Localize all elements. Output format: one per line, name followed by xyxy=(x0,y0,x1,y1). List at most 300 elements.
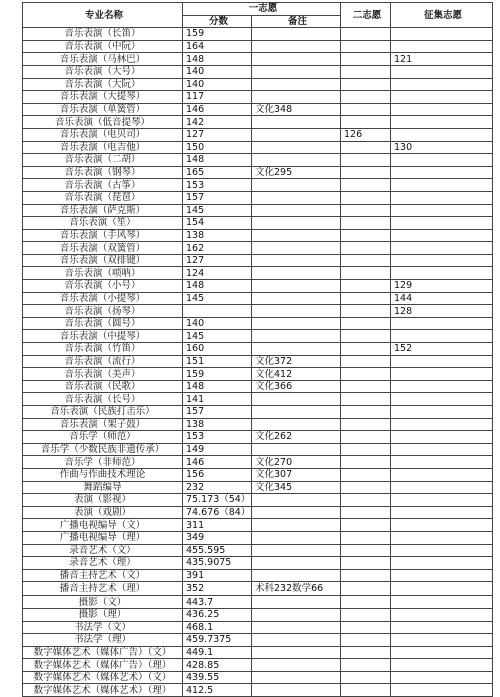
score-cell: 435.9075 xyxy=(183,557,252,570)
second-choice-cell xyxy=(341,634,391,647)
major-cell: 音乐表演（马林巴） xyxy=(23,53,183,66)
score-cell: 141 xyxy=(183,393,252,406)
table-row xyxy=(23,91,493,104)
second-choice-cell xyxy=(341,166,391,179)
score-cell: 117 xyxy=(183,91,252,104)
collect-choice-cell xyxy=(391,582,493,596)
score-cell: 412.5 xyxy=(183,684,252,697)
note-cell xyxy=(252,330,341,343)
major-cell: 表演（戏剧） xyxy=(23,506,183,519)
major-cell: 数字媒体艺术（媒体艺术）（文） xyxy=(23,671,183,684)
major-cell: 音乐学（师范） xyxy=(23,431,183,444)
collect-choice-cell xyxy=(391,431,493,444)
table-row xyxy=(23,431,493,444)
table-row xyxy=(23,582,493,596)
note-cell xyxy=(252,634,341,647)
second-choice-cell xyxy=(341,519,391,532)
table-row xyxy=(23,242,493,255)
major-cell: 录音艺术（文） xyxy=(23,544,183,557)
table-row xyxy=(23,179,493,192)
score-cell: 154 xyxy=(183,217,252,230)
note-cell xyxy=(252,557,341,570)
score-cell: 164 xyxy=(183,40,252,53)
major-cell: 数字媒体艺术（媒体广告）（文） xyxy=(23,646,183,659)
major-cell: 音乐表演（流行） xyxy=(23,355,183,368)
second-choice-cell xyxy=(341,141,391,154)
collect-choice-cell: 130 xyxy=(391,141,493,154)
score-cell: 149 xyxy=(183,443,252,456)
score-cell: 140 xyxy=(183,65,252,78)
second-choice-cell xyxy=(341,406,391,419)
major-cell: 音乐表演（二胡） xyxy=(23,154,183,167)
second-choice-cell xyxy=(341,418,391,431)
major-cell: 播音主持艺术（理） xyxy=(23,582,183,596)
score-cell: 148 xyxy=(183,380,252,393)
second-choice-cell xyxy=(341,393,391,406)
major-cell: 音乐表演（小号） xyxy=(23,280,183,293)
note-cell xyxy=(252,254,341,267)
major-cell: 数字媒体艺术（媒体艺术）（理） xyxy=(23,684,183,697)
header-collect-choice: 征集志愿 xyxy=(391,3,493,28)
major-cell: 音乐表演（萨克斯） xyxy=(23,204,183,217)
score-cell: 148 xyxy=(183,154,252,167)
major-cell: 音乐表演（单簧管） xyxy=(23,103,183,116)
note-cell xyxy=(252,646,341,659)
score-cell: 153 xyxy=(183,179,252,192)
second-choice-cell xyxy=(341,557,391,570)
major-cell: 音乐表演（小提琴） xyxy=(23,292,183,305)
table-row xyxy=(23,141,493,154)
table-row xyxy=(23,418,493,431)
collect-choice-cell xyxy=(391,40,493,53)
table-row xyxy=(23,406,493,419)
collect-choice-cell xyxy=(391,179,493,192)
note-cell xyxy=(252,531,341,544)
score-cell: 165 xyxy=(183,166,252,179)
major-cell: 音乐表演（古筝） xyxy=(23,179,183,192)
table-row xyxy=(23,569,493,582)
table-row xyxy=(23,280,493,293)
header-note: 备注 xyxy=(252,15,341,28)
score-cell: 436.25 xyxy=(183,608,252,621)
score-cell: 311 xyxy=(183,519,252,532)
major-cell: 摄影（理） xyxy=(23,608,183,621)
table-row xyxy=(23,254,493,267)
score-cell: 455.595 xyxy=(183,544,252,557)
score-cell: 146 xyxy=(183,103,252,116)
major-cell: 音乐表演（电贝司） xyxy=(23,128,183,141)
note-cell xyxy=(252,506,341,519)
table-row xyxy=(23,166,493,179)
collect-choice-cell: 152 xyxy=(391,343,493,356)
major-cell: 音乐表演（竹笛） xyxy=(23,343,183,356)
collect-choice-cell: 121 xyxy=(391,53,493,66)
score-cell: 157 xyxy=(183,406,252,419)
major-cell: 音乐表演（大号） xyxy=(23,65,183,78)
table-row xyxy=(23,380,493,393)
collect-choice-cell xyxy=(391,569,493,582)
table-row xyxy=(23,330,493,343)
collect-choice-cell xyxy=(391,531,493,544)
table-row xyxy=(23,684,493,697)
collect-choice-cell xyxy=(391,103,493,116)
note-cell xyxy=(252,671,341,684)
table-row xyxy=(23,393,493,406)
score-cell: 138 xyxy=(183,418,252,431)
collect-choice-cell xyxy=(391,191,493,204)
table-row xyxy=(23,671,493,684)
note-cell xyxy=(252,28,341,41)
table-row xyxy=(23,343,493,356)
score-cell: 74.676（84） xyxy=(183,506,252,519)
second-choice-cell xyxy=(341,305,391,318)
table-row xyxy=(23,443,493,456)
second-choice-cell xyxy=(341,621,391,634)
collect-choice-cell xyxy=(391,166,493,179)
second-choice-cell xyxy=(341,103,391,116)
table-row xyxy=(23,128,493,141)
note-cell xyxy=(252,179,341,192)
note-cell xyxy=(252,659,341,672)
table-row xyxy=(23,65,493,78)
score-cell: 162 xyxy=(183,242,252,255)
table-row xyxy=(23,191,493,204)
second-choice-cell xyxy=(341,154,391,167)
second-choice-cell xyxy=(341,368,391,381)
note-cell xyxy=(252,154,341,167)
note-cell xyxy=(252,343,341,356)
second-choice-cell xyxy=(341,254,391,267)
score-cell: 148 xyxy=(183,53,252,66)
major-cell: 音乐表演（笙） xyxy=(23,217,183,230)
table-row xyxy=(23,544,493,557)
score-cell: 145 xyxy=(183,330,252,343)
collect-choice-cell: 144 xyxy=(391,292,493,305)
second-choice-cell xyxy=(341,608,391,621)
collect-choice-cell xyxy=(391,330,493,343)
second-choice-cell xyxy=(341,481,391,494)
collect-choice-cell xyxy=(391,481,493,494)
note-cell xyxy=(252,128,341,141)
table-row xyxy=(23,596,493,609)
table-row xyxy=(23,305,493,318)
score-cell: 459.7375 xyxy=(183,634,252,647)
table-row xyxy=(23,355,493,368)
collect-choice-cell xyxy=(391,78,493,91)
score-cell: 352 xyxy=(183,582,252,596)
second-choice-cell xyxy=(341,179,391,192)
second-choice-cell xyxy=(341,531,391,544)
table-row xyxy=(23,481,493,494)
collect-choice-cell xyxy=(391,443,493,456)
table-row xyxy=(23,621,493,634)
second-choice-cell xyxy=(341,671,391,684)
note-cell xyxy=(252,91,341,104)
note-cell xyxy=(252,494,341,507)
major-cell: 摄影（文） xyxy=(23,596,183,609)
major-cell: 音乐表演（大提琴） xyxy=(23,91,183,104)
major-cell: 音乐表演（琵琶） xyxy=(23,191,183,204)
table-row xyxy=(23,204,493,217)
major-cell: 音乐表演（美声） xyxy=(23,368,183,381)
major-cell: 作曲与作曲技术理论 xyxy=(23,468,183,481)
note-cell xyxy=(252,418,341,431)
note-cell: 文化372 xyxy=(252,355,341,368)
second-choice-cell xyxy=(341,343,391,356)
admission-score-table xyxy=(22,2,493,697)
major-cell: 音乐表演（架子鼓） xyxy=(23,418,183,431)
second-choice-cell xyxy=(341,191,391,204)
note-cell xyxy=(252,116,341,129)
major-cell: 音乐表演（中提琴） xyxy=(23,330,183,343)
note-cell xyxy=(252,267,341,280)
header-score: 分数 xyxy=(183,15,252,28)
second-choice-cell xyxy=(341,456,391,469)
note-cell xyxy=(252,596,341,609)
note-cell xyxy=(252,204,341,217)
second-choice-cell xyxy=(341,28,391,41)
score-cell: 148 xyxy=(183,280,252,293)
collect-choice-cell xyxy=(391,684,493,697)
major-cell: 音乐表演（长号） xyxy=(23,393,183,406)
second-choice-cell xyxy=(341,317,391,330)
collect-choice-cell xyxy=(391,506,493,519)
collect-choice-cell xyxy=(391,267,493,280)
score-cell: 75.173（54） xyxy=(183,494,252,507)
second-choice-cell xyxy=(341,544,391,557)
major-cell: 舞蹈编导 xyxy=(23,481,183,494)
note-cell: 文化262 xyxy=(252,431,341,444)
collect-choice-cell xyxy=(391,544,493,557)
collect-choice-cell xyxy=(391,65,493,78)
note-cell xyxy=(252,65,341,78)
note-cell xyxy=(252,217,341,230)
table-row xyxy=(23,531,493,544)
table-row xyxy=(23,468,493,481)
collect-choice-cell xyxy=(391,393,493,406)
note-cell xyxy=(252,544,341,557)
collect-choice-cell xyxy=(391,456,493,469)
collect-choice-cell xyxy=(391,116,493,129)
collect-choice-cell xyxy=(391,91,493,104)
major-cell: 音乐学（非师范） xyxy=(23,456,183,469)
second-choice-cell xyxy=(341,116,391,129)
table-row xyxy=(23,646,493,659)
second-choice-cell xyxy=(341,646,391,659)
second-choice-cell xyxy=(341,53,391,66)
table-row xyxy=(23,292,493,305)
note-cell: 文化270 xyxy=(252,456,341,469)
collect-choice-cell xyxy=(391,229,493,242)
second-choice-cell xyxy=(341,91,391,104)
major-cell: 音乐表演（民歌） xyxy=(23,380,183,393)
note-cell xyxy=(252,229,341,242)
table-row xyxy=(23,229,493,242)
second-choice-cell xyxy=(341,78,391,91)
table-row xyxy=(23,217,493,230)
score-cell: 145 xyxy=(183,292,252,305)
table-row xyxy=(23,78,493,91)
score-cell: 157 xyxy=(183,191,252,204)
second-choice-cell: 126 xyxy=(341,128,391,141)
collect-choice-cell xyxy=(391,217,493,230)
second-choice-cell xyxy=(341,292,391,305)
note-cell xyxy=(252,280,341,293)
score-cell: 156 xyxy=(183,468,252,481)
note-cell xyxy=(252,317,341,330)
second-choice-cell xyxy=(341,443,391,456)
second-choice-cell xyxy=(341,380,391,393)
score-cell: 138 xyxy=(183,229,252,242)
table-body xyxy=(23,28,493,697)
note-cell xyxy=(252,621,341,634)
collect-choice-cell xyxy=(391,418,493,431)
second-choice-cell xyxy=(341,596,391,609)
major-cell: 广播电视编导（理） xyxy=(23,531,183,544)
note-cell xyxy=(252,40,341,53)
score-cell: 150 xyxy=(183,141,252,154)
collect-choice-cell xyxy=(391,154,493,167)
collect-choice-cell xyxy=(391,468,493,481)
score-cell: 124 xyxy=(183,267,252,280)
header-major: 专业名称 xyxy=(23,3,183,28)
score-cell: 142 xyxy=(183,116,252,129)
note-cell xyxy=(252,78,341,91)
second-choice-cell xyxy=(341,582,391,596)
note-cell xyxy=(252,305,341,318)
major-cell: 音乐表演（双簧管） xyxy=(23,242,183,255)
second-choice-cell xyxy=(341,280,391,293)
major-cell: 表演（影视） xyxy=(23,494,183,507)
collect-choice-cell xyxy=(391,380,493,393)
score-cell: 232 xyxy=(183,481,252,494)
major-cell: 音乐表演（民族打击乐） xyxy=(23,406,183,419)
major-cell: 音乐学（少数民族非遗传承） xyxy=(23,443,183,456)
major-cell: 音乐表演（圆号） xyxy=(23,317,183,330)
collect-choice-cell xyxy=(391,634,493,647)
major-cell: 音乐表演（低音提琴） xyxy=(23,116,183,129)
second-choice-cell xyxy=(341,506,391,519)
second-choice-cell xyxy=(341,569,391,582)
collect-choice-cell xyxy=(391,355,493,368)
collect-choice-cell xyxy=(391,596,493,609)
note-cell: 文化345 xyxy=(252,481,341,494)
score-cell: 439.55 xyxy=(183,671,252,684)
major-cell: 音乐表演（电吉他） xyxy=(23,141,183,154)
major-cell: 音乐表演（双排键） xyxy=(23,254,183,267)
note-cell xyxy=(252,608,341,621)
table-row xyxy=(23,634,493,647)
score-cell: 127 xyxy=(183,254,252,267)
note-cell xyxy=(252,684,341,697)
major-cell: 音乐表演（中阮） xyxy=(23,40,183,53)
major-cell: 音乐表演（手风琴） xyxy=(23,229,183,242)
note-cell: 文化412 xyxy=(252,368,341,381)
score-cell: 391 xyxy=(183,569,252,582)
note-cell: 文化366 xyxy=(252,380,341,393)
table-row xyxy=(23,40,493,53)
table-row xyxy=(23,456,493,469)
score-cell: 449.1 xyxy=(183,646,252,659)
score-cell: 146 xyxy=(183,456,252,469)
note-cell xyxy=(252,406,341,419)
second-choice-cell xyxy=(341,217,391,230)
score-cell: 159 xyxy=(183,368,252,381)
score-cell: 160 xyxy=(183,343,252,356)
header-second-choice: 二志愿 xyxy=(341,3,391,28)
table-row xyxy=(23,154,493,167)
collect-choice-cell xyxy=(391,557,493,570)
table-row xyxy=(23,519,493,532)
second-choice-cell xyxy=(341,40,391,53)
score-cell: 151 xyxy=(183,355,252,368)
table-row xyxy=(23,317,493,330)
note-cell: 文化307 xyxy=(252,468,341,481)
major-cell: 音乐表演（扬琴） xyxy=(23,305,183,318)
collect-choice-cell xyxy=(391,406,493,419)
table-row xyxy=(23,608,493,621)
score-cell: 145 xyxy=(183,204,252,217)
note-cell xyxy=(252,191,341,204)
collect-choice-cell: 129 xyxy=(391,280,493,293)
note-cell xyxy=(252,141,341,154)
collect-choice-cell xyxy=(391,204,493,217)
collect-choice-cell xyxy=(391,317,493,330)
second-choice-cell xyxy=(341,355,391,368)
score-cell: 349 xyxy=(183,531,252,544)
note-cell xyxy=(252,53,341,66)
score-cell: 159 xyxy=(183,28,252,41)
second-choice-cell xyxy=(341,204,391,217)
collect-choice-cell xyxy=(391,242,493,255)
collect-choice-cell xyxy=(391,494,493,507)
note-cell xyxy=(252,569,341,582)
note-cell xyxy=(252,242,341,255)
note-cell xyxy=(252,443,341,456)
table-row xyxy=(23,506,493,519)
table-row xyxy=(23,557,493,570)
collect-choice-cell xyxy=(391,28,493,41)
score-cell: 468.1 xyxy=(183,621,252,634)
collect-choice-cell xyxy=(391,621,493,634)
major-cell: 音乐表演（大阮） xyxy=(23,78,183,91)
score-cell xyxy=(183,305,252,318)
major-cell: 广播电视编导（文） xyxy=(23,519,183,532)
score-cell: 443.7 xyxy=(183,596,252,609)
major-cell: 音乐表演（唢呐） xyxy=(23,267,183,280)
table-row xyxy=(23,267,493,280)
note-cell xyxy=(252,393,341,406)
collect-choice-cell xyxy=(391,646,493,659)
second-choice-cell xyxy=(341,468,391,481)
second-choice-cell xyxy=(341,494,391,507)
second-choice-cell xyxy=(341,242,391,255)
major-cell: 书法学（文） xyxy=(23,621,183,634)
score-cell: 140 xyxy=(183,317,252,330)
second-choice-cell xyxy=(341,684,391,697)
major-cell: 书法学（理） xyxy=(23,634,183,647)
second-choice-cell xyxy=(341,659,391,672)
major-cell: 录音艺术（理） xyxy=(23,557,183,570)
note-cell: 文化295 xyxy=(252,166,341,179)
second-choice-cell xyxy=(341,229,391,242)
major-cell: 音乐表演（钢琴） xyxy=(23,166,183,179)
table-row xyxy=(23,368,493,381)
note-cell xyxy=(252,292,341,305)
major-cell: 音乐表演（长笛） xyxy=(23,28,183,41)
second-choice-cell xyxy=(341,267,391,280)
collect-choice-cell xyxy=(391,659,493,672)
